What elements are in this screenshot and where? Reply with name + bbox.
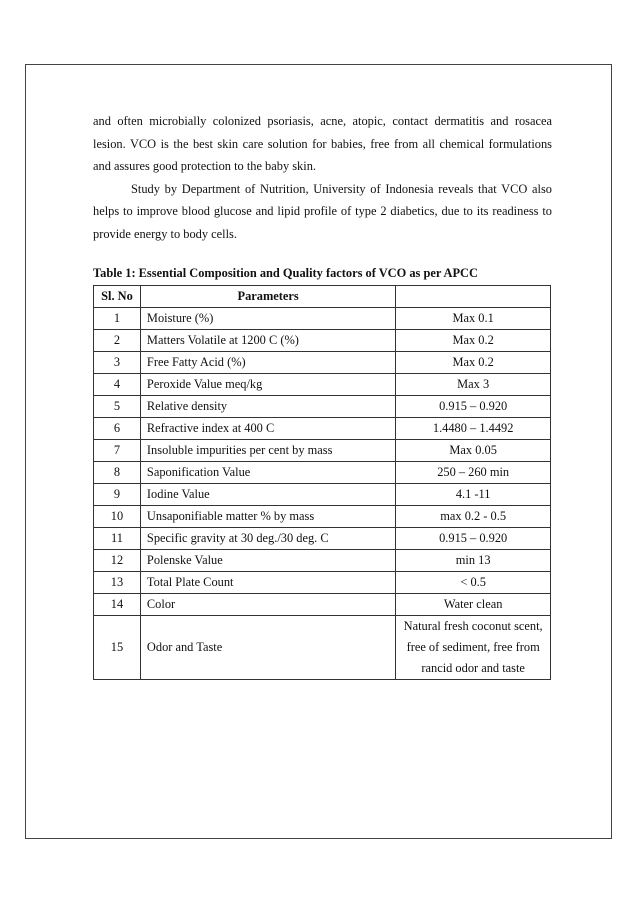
row-number: 11 — [94, 528, 141, 550]
row-number: 15 — [94, 616, 141, 680]
table-row — [94, 308, 551, 330]
row-parameter: Relative density — [140, 396, 395, 418]
row-parameter: Matters Volatile at 1200 C (%) — [140, 330, 395, 352]
row-number: 12 — [94, 550, 141, 572]
body-paragraph-1: and often microbially colonized psoriasis, acne, atopic, contact dermatitis and rosacea lesion. VCO is the best skin care solution for babies, free from all chemical formulations and assures good protection to the baby skin. — [93, 114, 552, 173]
row-number: 10 — [94, 506, 141, 528]
row-number: 6 — [94, 418, 141, 440]
table-row — [94, 506, 551, 528]
table-row — [94, 418, 551, 440]
header-parameters: Parameters — [140, 286, 395, 308]
table-row — [94, 462, 551, 484]
row-parameter: Saponification Value — [140, 462, 395, 484]
row-parameter: Moisture (%) — [140, 308, 395, 330]
row-value-line: Natural fresh coconut scent, — [403, 619, 543, 633]
row-value: min 13 — [396, 550, 551, 572]
row-number: 7 — [94, 440, 141, 462]
row-number: 9 — [94, 484, 141, 506]
row-value: Max 3 — [396, 374, 551, 396]
row-value-line: free of sediment, free from — [406, 640, 540, 654]
table-row — [94, 330, 551, 352]
document-content — [93, 110, 552, 680]
row-number: 5 — [94, 396, 141, 418]
row-parameter: Insoluble impurities per cent by mass — [140, 440, 395, 462]
table-row — [94, 374, 551, 396]
row-parameter: Total Plate Count — [140, 572, 395, 594]
row-value — [396, 616, 551, 680]
table-row — [94, 352, 551, 374]
row-value: Max 0.1 — [396, 308, 551, 330]
table-row — [94, 594, 551, 616]
table-row — [94, 572, 551, 594]
row-number: 4 — [94, 374, 141, 396]
row-value: 1.4480 – 1.4492 — [396, 418, 551, 440]
row-number: 8 — [94, 462, 141, 484]
row-parameter: Peroxide Value meq/kg — [140, 374, 395, 396]
row-number: 3 — [94, 352, 141, 374]
table-row — [94, 528, 551, 550]
row-value: Water clean — [396, 594, 551, 616]
row-value-line: rancid odor and taste — [421, 661, 525, 675]
row-value: < 0.5 — [396, 572, 551, 594]
row-parameter: Color — [140, 594, 395, 616]
row-number: 13 — [94, 572, 141, 594]
row-parameter: Iodine Value — [140, 484, 395, 506]
table-row — [94, 484, 551, 506]
row-value: 4.1 -11 — [396, 484, 551, 506]
table-row — [94, 616, 551, 680]
header-value — [396, 286, 551, 308]
header-sl-no: Sl. No — [94, 286, 141, 308]
table-row — [94, 550, 551, 572]
row-value: max 0.2 - 0.5 — [396, 506, 551, 528]
row-number: 2 — [94, 330, 141, 352]
row-value: Max 0.2 — [396, 352, 551, 374]
body-paragraph-2: Study by Department of Nutrition, University of Indonesia reveals that VCO also helps to improve blood glucose and lipid profile of type 2 diabetics, due to its readiness to provide energy to body cells. — [93, 181, 552, 241]
row-value: Max 0.05 — [396, 440, 551, 462]
table-row — [94, 440, 551, 462]
row-number: 14 — [94, 594, 141, 616]
row-parameter: Free Fatty Acid (%) — [140, 352, 395, 374]
row-parameter: Unsaponifiable matter % by mass — [140, 506, 395, 528]
table-header-row — [94, 286, 551, 308]
row-parameter: Odor and Taste — [140, 616, 395, 680]
row-value: 0.915 – 0.920 — [396, 396, 551, 418]
table-caption: Table 1: Essential Composition and Quality factors of VCO as per APCC — [93, 266, 478, 280]
composition-table — [93, 285, 551, 680]
row-parameter: Specific gravity at 30 deg./30 deg. C — [140, 528, 395, 550]
row-value: Max 0.2 — [396, 330, 551, 352]
row-value: 250 – 260 min — [396, 462, 551, 484]
row-value: 0.915 – 0.920 — [396, 528, 551, 550]
row-number: 1 — [94, 308, 141, 330]
table-row — [94, 396, 551, 418]
row-parameter: Polenske Value — [140, 550, 395, 572]
row-parameter: Refractive index at 400 C — [140, 418, 395, 440]
